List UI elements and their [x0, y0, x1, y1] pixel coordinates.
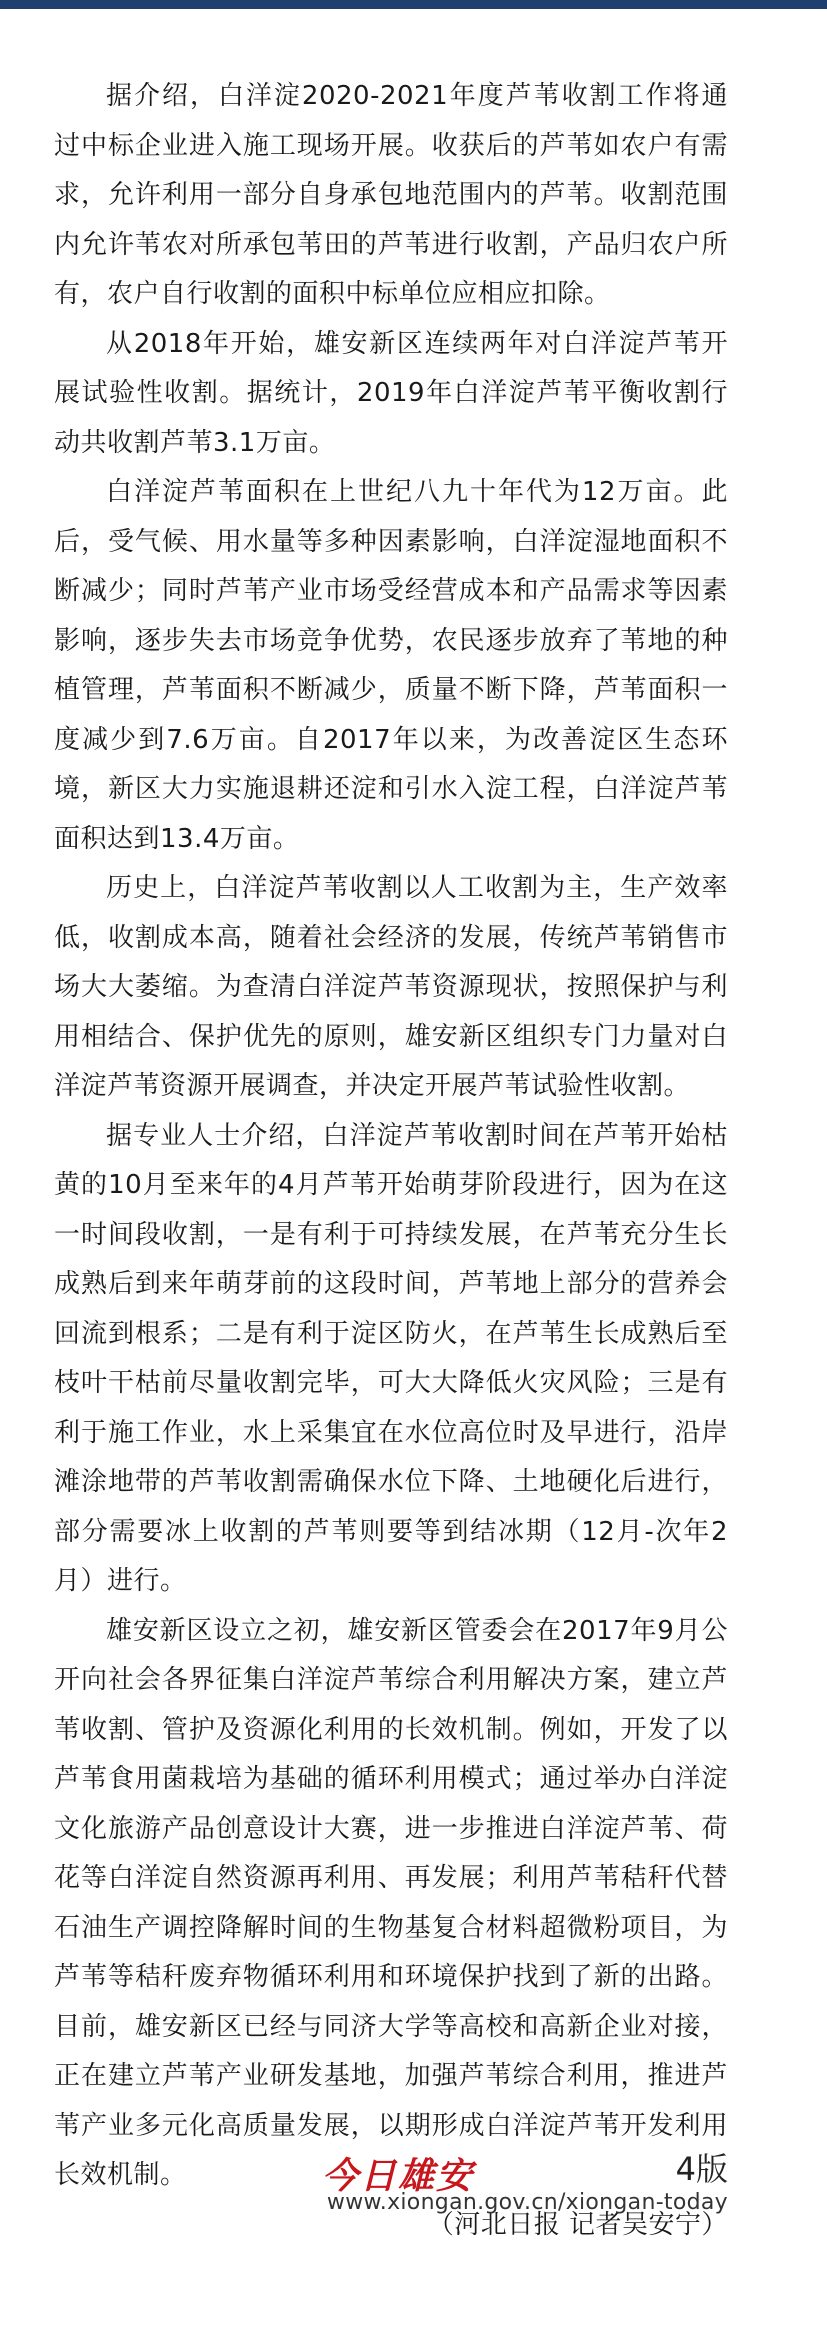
paragraph-4: 历史上，白洋淀芦苇收割以人工收割为主，生产效率低，收割成本高，随着社会经济的发展，传统芦苇销售市场大大萎缩。为查清白洋淀芦苇资源现状，按照保护与利用相结合、保护优先的原则，雄安新区组织专门力量对白洋淀芦苇资源开展调查，并决定开展芦苇试验性收割。 [54, 873, 728, 1101]
paragraph-3: 白洋淀芦苇面积在上世纪八九十年代为12万亩。此后，受气候、用水量等多种因素影响，白洋淀湿地面积不断减少；同时芦苇产业市场受经营成本和产品需求等因素影响，逐步失去市场竞争优势，农民逐步放弃了苇地的种植管理，芦苇面积不断减少，质量不断下降，芦苇面积一度减少到7.6万亩。自2017年以来，为改善淀区生态环境，新区大力实施退耕还淀和引水入淀工程，白洋淀芦苇面积达到13.4万亩。 [54, 477, 728, 854]
paragraph-5: 据专业人士介绍，白洋淀芦苇收割时间在芦苇开始枯黄的10月至来年的4月芦苇开始萌芽阶段进行，因为在这一时间段收割，一是有利于可持续发展，在芦苇充分生长成熟后到来年萌芽前的这段时间，芦苇地上部分的营养会回流到根系；二是有利于淀区防火，在芦苇生长成熟后至枝叶干枯前尽量收割完毕，可大大降低火灾风险；三是有利于施工作业，水上采集宜在水位高位时及早进行，沿岸滩涂地带的芦苇收割需确保水位下降、土地硬化后进行，部分需要冰上收割的芦苇则要等到结冰期（12月-次年2月）进行。 [54, 1120, 728, 1596]
page-footer [54, 2140, 728, 2230]
paragraph-1: 据介绍，白洋淀2020-2021年度芦苇收割工作将通过中标企业进入施工现场开展。收获后的芦苇如农户有需求，允许利用一部分自身承包地范围内的芦苇。收割范围内允许苇农对所承包苇田的芦苇进行收割，产品归农户所有，农户自行收割的面积中标单位应相应扣除。 [54, 81, 728, 309]
top-banner-bar [0, 0, 827, 9]
paragraph-2: 从2018年开始，雄安新区连续两年对白洋淀芦苇开展试验性收割。据统计，2019年白洋淀芦苇平衡收割行动共收割芦苇3.1万亩。 [54, 328, 728, 458]
page-number: 4版 [675, 2150, 728, 2188]
site-url[interactable]: www.xiongan.gov.cn/xiongan-today [326, 2190, 728, 2215]
paragraph-6-text: 雄安新区设立之初，雄安新区管委会在2017年9月公开向社会各界征集白洋淀芦苇综合利用解决方案，建立芦苇收割、管护及资源化利用的长效机制。例如，开发了以芦苇食用菌栽培为基础的循环利用模式；通过举办白洋淀文化旅游产品创意设计大赛，进一步推进白洋淀芦苇、荷花等白洋淀自然资源再利用、再发展；利用芦苇秸秆代替石油生产调控降解时间的生物基复合材料超微粉项目，为芦苇等秸秆废弃物循环利用和环境保护找到了新的出路。目前，雄安新区已经与同济大学等高校和高新企业对接，正在建立芦苇产业研发基地，加强芦苇综合利用，推进芦苇产业多元化高质量发展，以期形成白洋淀芦苇开发利用长效机制。 [54, 1615, 728, 2190]
today-xiongan-logo: 今日雄安 [322, 2155, 475, 2197]
byline: （河北日报 记者吴安宁） [427, 2209, 728, 2240]
article-body [54, 72, 728, 2250]
